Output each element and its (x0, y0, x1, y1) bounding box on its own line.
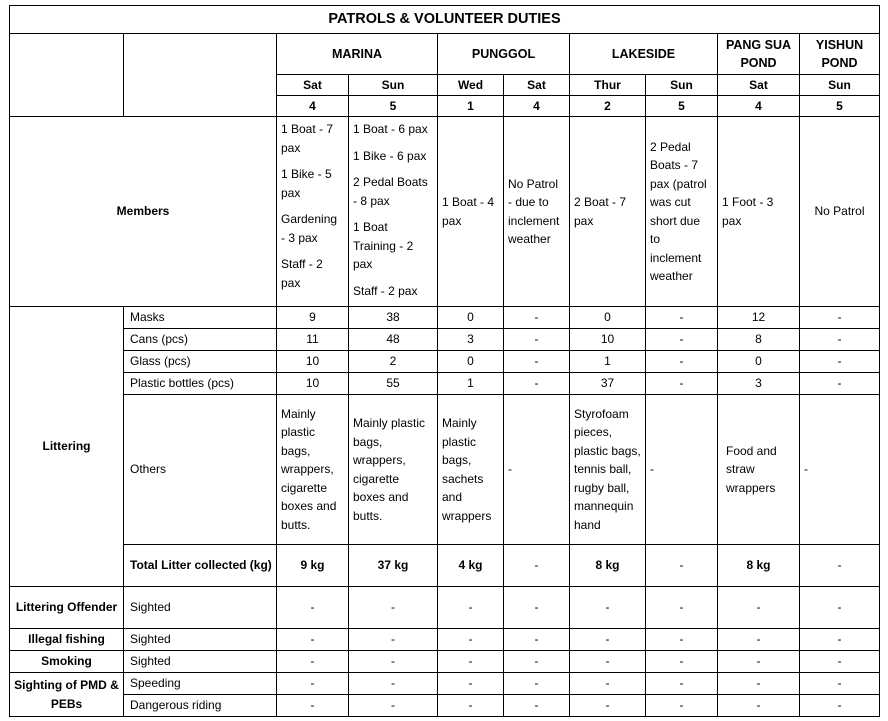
total-litter-value: - (646, 545, 718, 587)
litter-value: - (504, 329, 570, 351)
category-label-illegal-fishing: Illegal fishing (10, 629, 124, 651)
sighting-value: - (646, 629, 718, 651)
sighting-value: - (570, 673, 646, 695)
litter-value: - (646, 329, 718, 351)
others-cell: Mainly plastic bags, sachets and wrappers (438, 395, 504, 545)
category-label-littering-offender: Littering Offender (10, 587, 124, 629)
sighting-value: - (504, 629, 570, 651)
date-header: 2 (570, 96, 646, 117)
sighting-value: - (277, 673, 349, 695)
total-litter-value: - (504, 545, 570, 587)
litter-value: 11 (277, 329, 349, 351)
sighting-value: - (646, 587, 718, 629)
litter-item-label: Cans (pcs) (124, 329, 277, 351)
sighting-value: - (800, 587, 880, 629)
day-header: Sun (800, 75, 880, 96)
location-header-yishun-pond: YISHUN POND (800, 34, 880, 75)
day-header: Thur (570, 75, 646, 96)
sighting-value: - (800, 629, 880, 651)
others-cell: Mainly plastic bags, wrappers, cigarette boxes and butts. (277, 395, 349, 545)
day-header: Sun (646, 75, 718, 96)
members-cell-yishun-sun: No Patrol (800, 117, 880, 307)
date-header: 4 (277, 96, 349, 117)
date-header: 1 (438, 96, 504, 117)
litter-value: 10 (277, 351, 349, 373)
sighting-value: - (570, 651, 646, 673)
sighting-value: - (438, 695, 504, 717)
sighting-value: - (646, 651, 718, 673)
total-litter-value: 9 kg (277, 545, 349, 587)
litter-value: 48 (349, 329, 438, 351)
sighting-item-label: Sighted (124, 629, 277, 651)
litter-value: 0 (570, 307, 646, 329)
sighting-value: - (718, 673, 800, 695)
litter-value: 55 (349, 373, 438, 395)
members-entry: 1 Bike - 5 pax (281, 167, 332, 200)
litter-item-label: Glass (pcs) (124, 351, 277, 373)
littering-label: Littering (10, 307, 124, 587)
litter-value: 37 (570, 373, 646, 395)
others-cell: Mainly plastic bags, wrappers, cigarette boxes and butts. (349, 395, 438, 545)
day-header: Sat (277, 75, 349, 96)
litter-value: - (504, 351, 570, 373)
litter-value: 8 (718, 329, 800, 351)
date-header: 5 (646, 96, 718, 117)
litter-value: 1 (438, 373, 504, 395)
others-cell: - (646, 395, 718, 545)
litter-value: - (504, 307, 570, 329)
litter-value: - (504, 373, 570, 395)
date-header: 5 (800, 96, 880, 117)
litter-value: 9 (277, 307, 349, 329)
total-litter-value: - (800, 545, 880, 587)
sighting-value: - (646, 695, 718, 717)
sighting-value: - (438, 587, 504, 629)
members-cell-punggol-sat: No Patrol - due to inclement weather (504, 117, 570, 307)
sighting-item-label: Speeding (124, 673, 277, 695)
sighting-value: - (438, 629, 504, 651)
sighting-value: - (349, 695, 438, 717)
sighting-value: - (570, 629, 646, 651)
category-label-pmd-pebs: Sighting of PMD & PEBs (10, 673, 124, 717)
members-cell-lakeside-thur: 2 Boat - 7 pax (570, 117, 646, 307)
day-header: Wed (438, 75, 504, 96)
others-label: Others (124, 395, 277, 545)
location-header-pang-sua-pond: PANG SUA POND (718, 34, 800, 75)
sighting-value: - (800, 651, 880, 673)
members-entry: Gardening - 3 pax (281, 212, 338, 245)
litter-value: 3 (718, 373, 800, 395)
sighting-value: - (438, 673, 504, 695)
sighting-item-label: Sighted (124, 587, 277, 629)
litter-value: - (646, 373, 718, 395)
sighting-item-label: Sighted (124, 651, 277, 673)
members-entry: 2 Pedal Boats - 8 pax (353, 175, 428, 208)
members-entry: 1 Boat - 7 pax (281, 122, 334, 155)
sighting-value: - (570, 695, 646, 717)
sighting-value: - (718, 587, 800, 629)
day-header: Sun (349, 75, 438, 96)
litter-value: - (646, 307, 718, 329)
day-header: Sat (504, 75, 570, 96)
sighting-value: - (438, 651, 504, 673)
location-header-punggol: PUNGGOL (438, 34, 570, 75)
date-header: 5 (349, 96, 438, 117)
litter-value: 0 (438, 307, 504, 329)
others-cell: - (504, 395, 570, 545)
sighting-value: - (800, 673, 880, 695)
litter-value: 0 (718, 351, 800, 373)
sighting-value: - (504, 673, 570, 695)
sighting-value: - (349, 651, 438, 673)
sighting-value: - (718, 651, 800, 673)
members-entry: 1 Boat Training - 2 pax (353, 220, 414, 271)
location-header-marina: MARINA (277, 34, 438, 75)
members-entry: Staff - 2 pax (281, 257, 323, 290)
sighting-value: - (570, 587, 646, 629)
members-entry: 1 Bike - 6 pax (353, 148, 427, 163)
members-cell-marina-sat (277, 117, 349, 307)
litter-value: - (800, 373, 880, 395)
total-litter-value: 8 kg (718, 545, 800, 587)
sighting-value: - (349, 629, 438, 651)
litter-item-label: Plastic bottles (pcs) (124, 373, 277, 395)
litter-value: 10 (277, 373, 349, 395)
sighting-value: - (646, 673, 718, 695)
corner-cell-right (124, 34, 277, 117)
others-cell: Styrofoam pieces, plastic bags, tennis ball, rugby ball, mannequin hand (570, 395, 646, 545)
location-header-lakeside: LAKESIDE (570, 34, 718, 75)
members-cell-pang-sua-sat: 1 Foot - 3 pax (718, 117, 800, 307)
others-cell: - (800, 395, 880, 545)
litter-value: 3 (438, 329, 504, 351)
report-document (9, 5, 880, 717)
sighting-value: - (504, 695, 570, 717)
table-title: PATROLS & VOLUNTEER DUTIES (10, 6, 880, 34)
total-litter-value: 8 kg (570, 545, 646, 587)
date-header: 4 (718, 96, 800, 117)
litter-value: - (646, 351, 718, 373)
total-litter-value: 4 kg (438, 545, 504, 587)
day-header: Sat (718, 75, 800, 96)
duties-table (9, 5, 880, 717)
litter-value: 2 (349, 351, 438, 373)
litter-value: - (800, 307, 880, 329)
members-entry: 1 Boat - 6 pax (353, 122, 428, 136)
sighting-value: - (277, 695, 349, 717)
litter-value: 10 (570, 329, 646, 351)
sighting-value: - (349, 587, 438, 629)
litter-value: 12 (718, 307, 800, 329)
sighting-value: - (349, 673, 438, 695)
litter-value: 38 (349, 307, 438, 329)
sighting-value: - (504, 587, 570, 629)
sighting-value: - (277, 587, 349, 629)
sighting-value: - (718, 629, 800, 651)
members-cell-lakeside-sun: 2 Pedal Boats - 7 pax (patrol was cut short due to inclement weather (646, 117, 718, 307)
sighting-value: - (277, 629, 349, 651)
sighting-value: - (277, 651, 349, 673)
date-header: 4 (504, 96, 570, 117)
corner-cell-left (10, 34, 124, 117)
litter-value: - (800, 329, 880, 351)
litter-value: 0 (438, 351, 504, 373)
total-litter-label: Total Litter collected (kg) (124, 545, 277, 587)
total-litter-value: 37 kg (349, 545, 438, 587)
category-label-smoking: Smoking (10, 651, 124, 673)
sighting-item-label: Dangerous riding (124, 695, 277, 717)
sighting-value: - (718, 695, 800, 717)
members-cell-marina-sun (349, 117, 438, 307)
members-label: Members (10, 117, 277, 307)
sighting-value: - (504, 651, 570, 673)
members-entry: Staff - 2 pax (353, 283, 418, 298)
sighting-value: - (800, 695, 880, 717)
litter-value: 1 (570, 351, 646, 373)
litter-value: - (800, 351, 880, 373)
members-cell-punggol-wed: 1 Boat - 4 pax (438, 117, 504, 307)
others-cell: Food and straw wrappers (718, 395, 800, 545)
litter-item-label: Masks (124, 307, 277, 329)
